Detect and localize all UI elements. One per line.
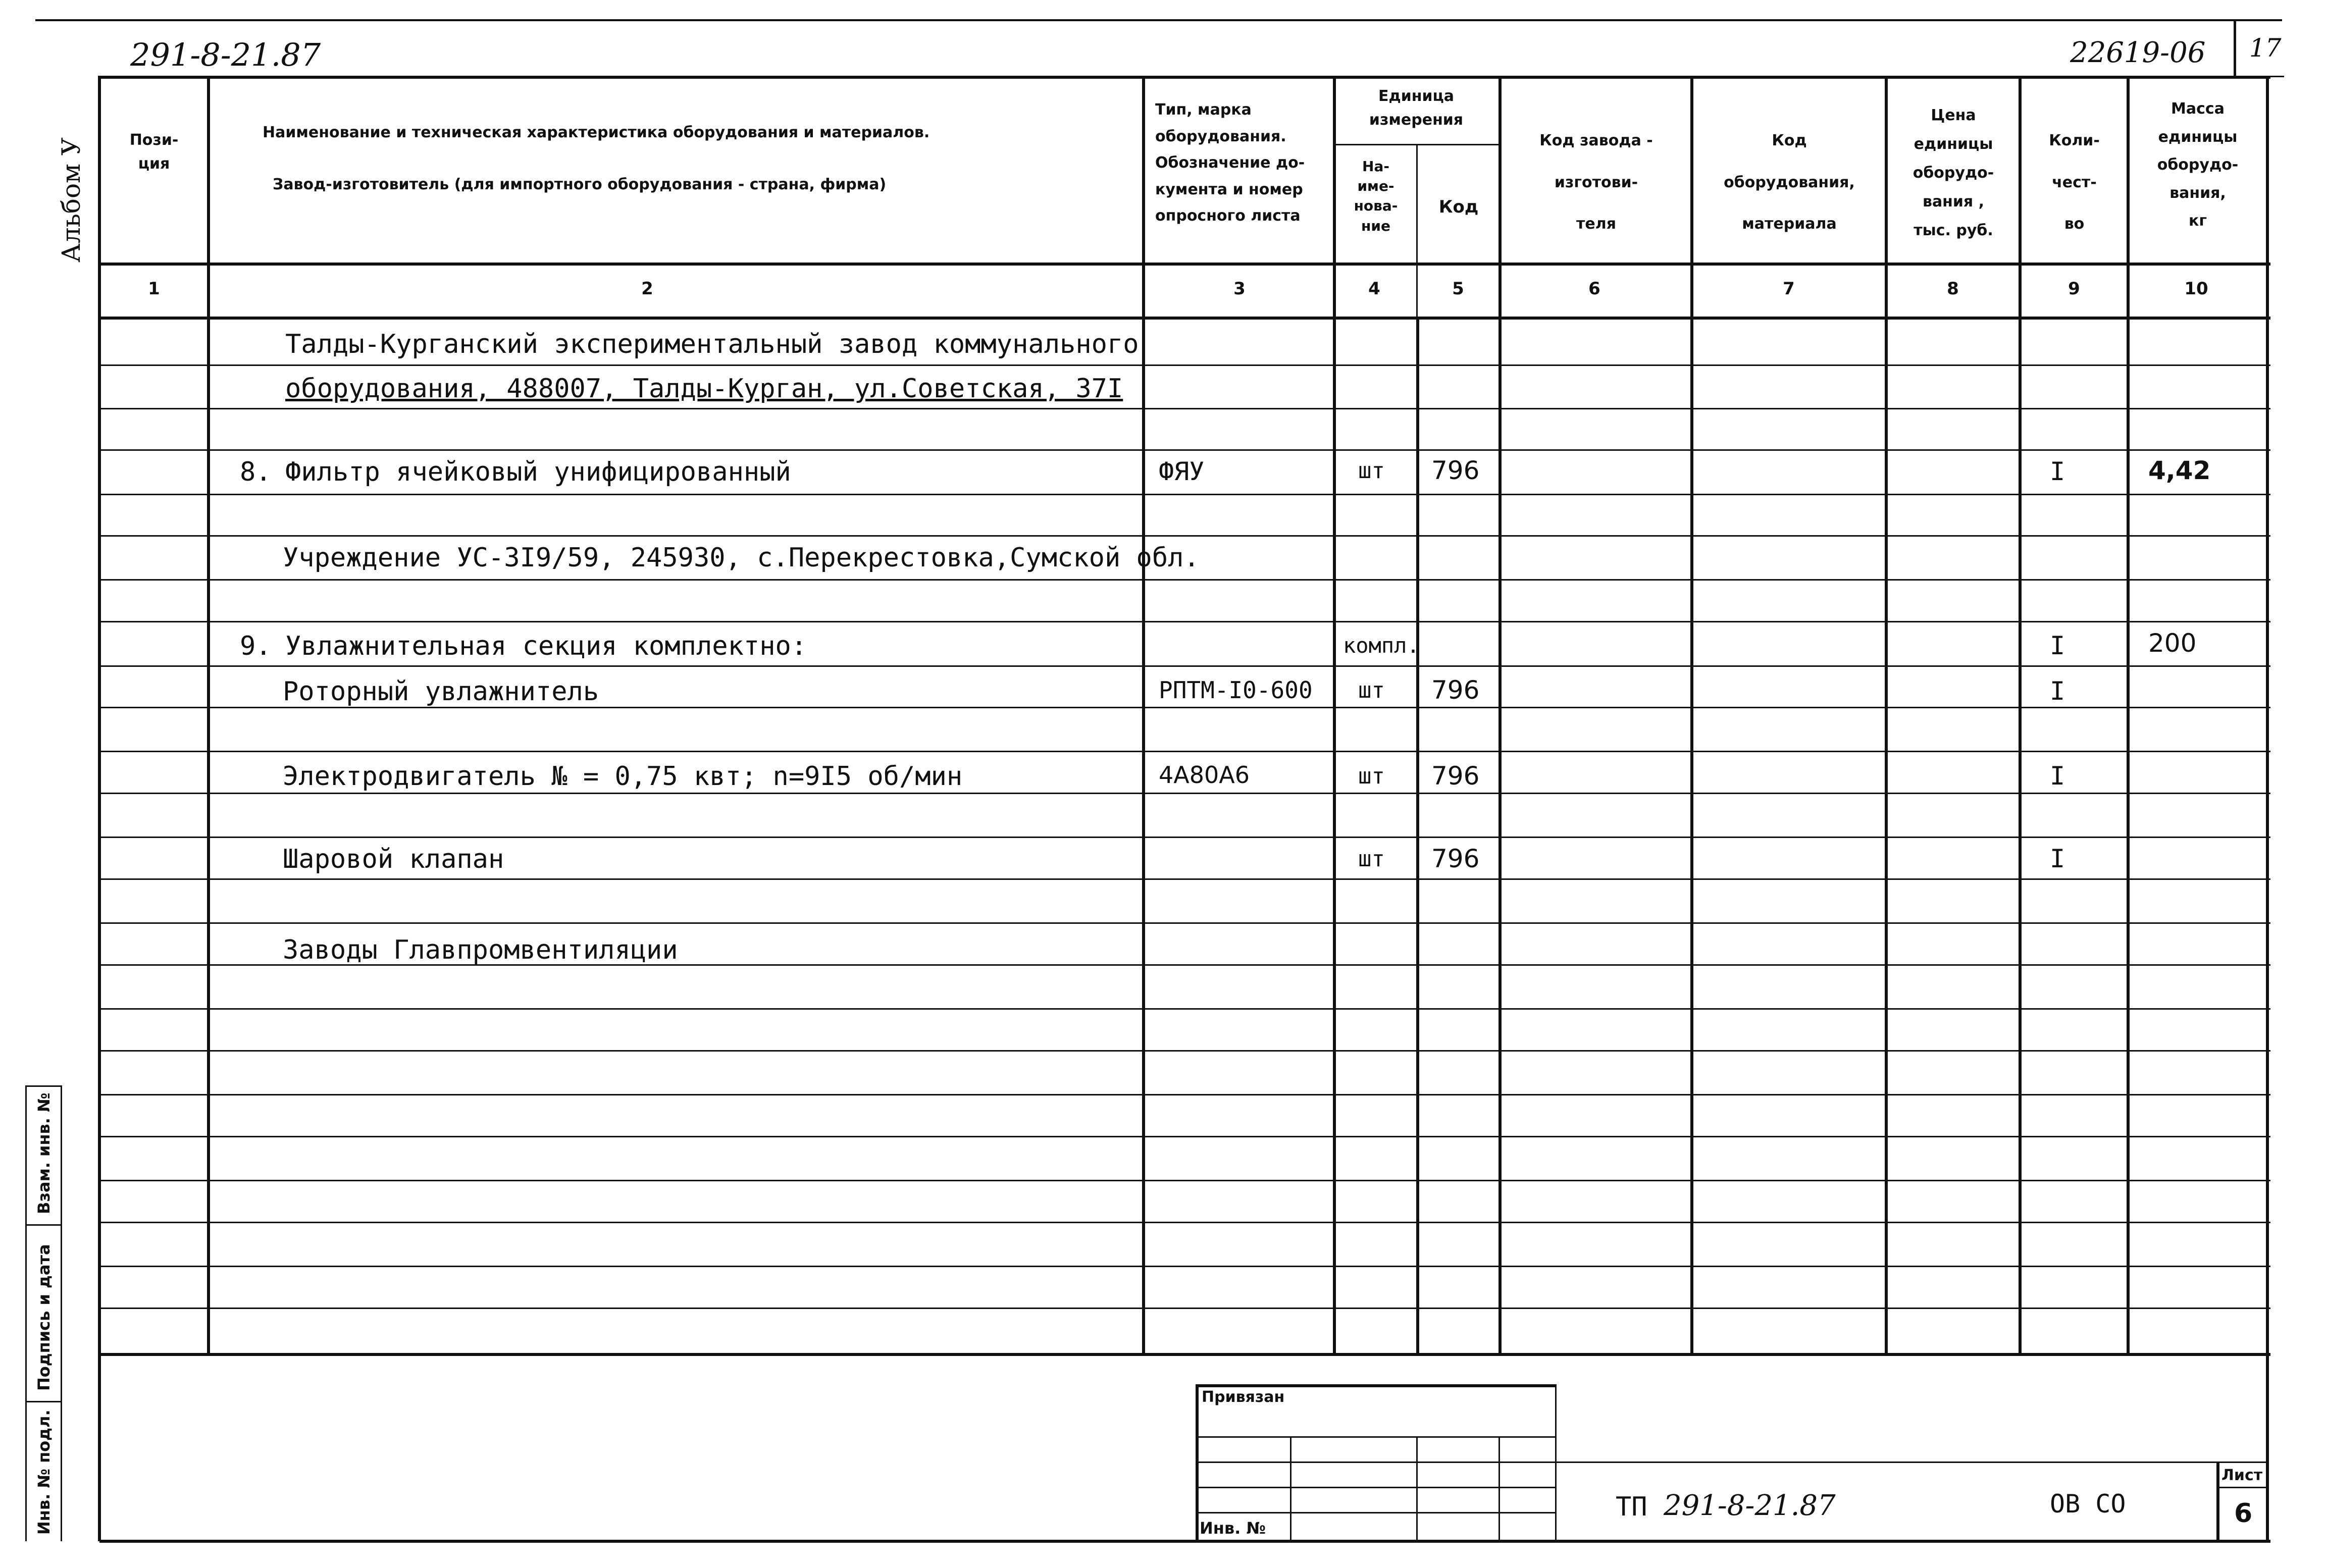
col-line-7-8 [1885, 76, 1888, 1354]
row-line [99, 364, 2270, 366]
row-line [99, 1266, 2270, 1267]
row-line [99, 707, 2270, 708]
stamp-row-line [1196, 1512, 1557, 1513]
col-line-4-5-body [1416, 318, 1419, 1354]
column-number-5: 5 [1452, 279, 1464, 299]
row-line [99, 1008, 2270, 1010]
row-line [99, 1308, 2270, 1309]
item-type: РПТМ-I0-600 [1159, 676, 1313, 704]
item-unit: шт [1358, 846, 1385, 872]
row-line [99, 837, 2270, 838]
stamp-privyazan: Привязан [1202, 1388, 1285, 1406]
header-unit-group: Единица измерения [1369, 87, 1464, 129]
item-unit-code: 796 [1431, 456, 1480, 485]
item-name: Роторный увлажнитель [283, 676, 599, 707]
stamp-row-line [1196, 1436, 1557, 1438]
table-top-border [99, 76, 2270, 79]
item-name: Электродвигатель № = 0,75 квт; n=9I5 об/мин [283, 761, 963, 792]
side-stamp-vzam-inv: Взам. инв. № [34, 1092, 54, 1214]
column-number-8: 8 [1947, 279, 1959, 299]
column-number-4: 4 [1368, 279, 1380, 299]
item-unit-code: 796 [1431, 844, 1480, 873]
stamp-row-line [1196, 1461, 1557, 1463]
item-quantity: I [2050, 761, 2065, 791]
frame-bottom-border [99, 1540, 2270, 1543]
item-type: 4А80А6 [1159, 761, 1250, 789]
stamp-section: ОВ СО [2050, 1489, 2126, 1519]
album-label: Альбом У [57, 137, 86, 263]
column-number-3: 3 [1233, 279, 1246, 299]
stamp-col-line [1416, 1436, 1418, 1541]
item-quantity: I [2050, 844, 2065, 873]
table-bottom-border [99, 1353, 2270, 1356]
row-line [99, 535, 2270, 537]
item-name: Увлажнительная секция комплектно: [285, 631, 807, 661]
column-number-6: 6 [1588, 279, 1600, 299]
sheet-box-left [2216, 1461, 2219, 1541]
header-manufacturer-code: Код завода - изготови- теля [1539, 132, 1653, 233]
col-line-2-3 [1142, 76, 1145, 1354]
unit-group-divider [1333, 144, 1500, 145]
list-item: Заводы Главпромвентиляции [283, 935, 678, 965]
col-line-3-4 [1333, 76, 1336, 1354]
side-stamp-left [25, 1085, 27, 1541]
column-number-1: 1 [148, 279, 160, 299]
header-name-line2: Завод-изготовитель (для импортного оборудования - страна, фирма) [273, 176, 887, 193]
sheet-number: 6 [2234, 1498, 2253, 1529]
row-line [99, 449, 2270, 451]
item-unit: шт [1358, 677, 1385, 703]
row-line [99, 1136, 2270, 1137]
side-stamp-divider [25, 1224, 62, 1226]
row-line [99, 793, 2270, 794]
item-unit-code: 796 [1431, 761, 1480, 791]
corner-box-left [2234, 20, 2236, 76]
item-quantity: I [2050, 457, 2065, 486]
colnum-bottom-border [99, 317, 2270, 320]
item-mass: 4,42 [2148, 456, 2211, 485]
header-unit-name: На- име- нова- ние [1354, 158, 1398, 234]
item-mass: 200 [2148, 629, 2197, 658]
document-number-right: 22619-06 [2070, 36, 2206, 69]
document-number-left: 291-8-21.87 [130, 36, 321, 73]
table-left-border [98, 76, 101, 1541]
column-number-7: 7 [1783, 279, 1795, 299]
header-position: Пози- ция [129, 131, 179, 173]
row-line [99, 408, 2270, 409]
item-unit: шт [1358, 458, 1385, 484]
header-unit-mass: Масса единицы оборудо- вания, кг [2157, 100, 2239, 230]
row-line [99, 1094, 2270, 1095]
row-line [99, 665, 2270, 667]
col-line-9-10 [2127, 76, 2130, 1354]
row-line [99, 1050, 2270, 1052]
col-line-1-2 [207, 76, 210, 1354]
item-quantity: I [2050, 676, 2065, 706]
stamp-tp-prefix: ТП [1616, 1492, 1647, 1522]
side-stamp-top [25, 1085, 62, 1087]
item-quantity: I [2050, 631, 2065, 660]
item-position: 8. [240, 457, 272, 487]
side-stamp-inv-podl: Инв. № подл. [34, 1409, 54, 1535]
table-right-border [2266, 76, 2269, 1541]
stamp-inv-no: Инв. № [1200, 1519, 1266, 1538]
column-number-10: 10 [2184, 279, 2208, 299]
item-unit-code: 796 [1431, 675, 1480, 705]
sheet-corner-number: 17 [2249, 33, 2282, 63]
col-line-6-7 [1690, 76, 1693, 1354]
col-line-5-6 [1498, 76, 1502, 1354]
item-unit: шт [1358, 763, 1385, 789]
side-stamp-divider [25, 1401, 62, 1402]
header-name-line1: Наименование и техническая характеристика оборудования и материалов. [263, 124, 930, 141]
item-name: Фильтр ячейковый унифицированный [285, 457, 791, 487]
item-name: Шаровой клапан [283, 844, 504, 874]
list-item: оборудования, 488007, Талды-Курган, ул.Советская, 37I [285, 374, 1123, 404]
column-number-2: 2 [641, 279, 653, 299]
top-border-line [35, 19, 2282, 21]
header-unit-code: Код [1438, 197, 1479, 217]
row-line [99, 494, 2270, 495]
side-stamp-right [61, 1085, 62, 1541]
header-bottom-border [99, 263, 2270, 266]
stamp-top-border [1196, 1384, 1557, 1387]
column-number-9: 9 [2068, 279, 2080, 299]
header-quantity: Коли- чест- во [2049, 132, 2100, 233]
row-line [99, 1222, 2270, 1223]
row-line [99, 1180, 2270, 1181]
list-item: Талды-Курганский экспериментальный завод коммунального [285, 329, 1139, 359]
row-line [99, 751, 2270, 752]
row-line [99, 922, 2270, 924]
header-equipment-code: Код оборудования, материала [1724, 132, 1855, 233]
stamp-tp-number: 291-8-21.87 [1664, 1489, 1836, 1522]
row-line [99, 878, 2270, 880]
item-unit: компл. [1343, 633, 1420, 658]
col-line-8-9 [2019, 76, 2022, 1354]
sheet-box-divider [2216, 1487, 2267, 1488]
title-block-divider [1555, 1461, 2267, 1463]
stamp-row-line [1196, 1487, 1557, 1488]
stamp-col-line [1290, 1436, 1291, 1541]
item-position: 9. [240, 631, 272, 661]
side-stamp-podpis-data: Подпись и дата [34, 1244, 54, 1391]
header-unit-price: Цена единицы оборудо- вания , тыс. руб. [1913, 107, 1994, 239]
row-line [99, 579, 2270, 581]
item-type: ФЯУ [1159, 457, 1205, 486]
row-line [99, 621, 2270, 622]
list-item: Учреждение УС-3I9/59, 245930, с.Перекрестовка,Сумской обл. [283, 543, 1200, 573]
stamp-col-line [1498, 1436, 1500, 1541]
header-type: Тип, марка оборудования. Обозначение до- кумента и номер опросного листа [1155, 101, 1305, 225]
sheet-label: Лист [2221, 1467, 2263, 1484]
